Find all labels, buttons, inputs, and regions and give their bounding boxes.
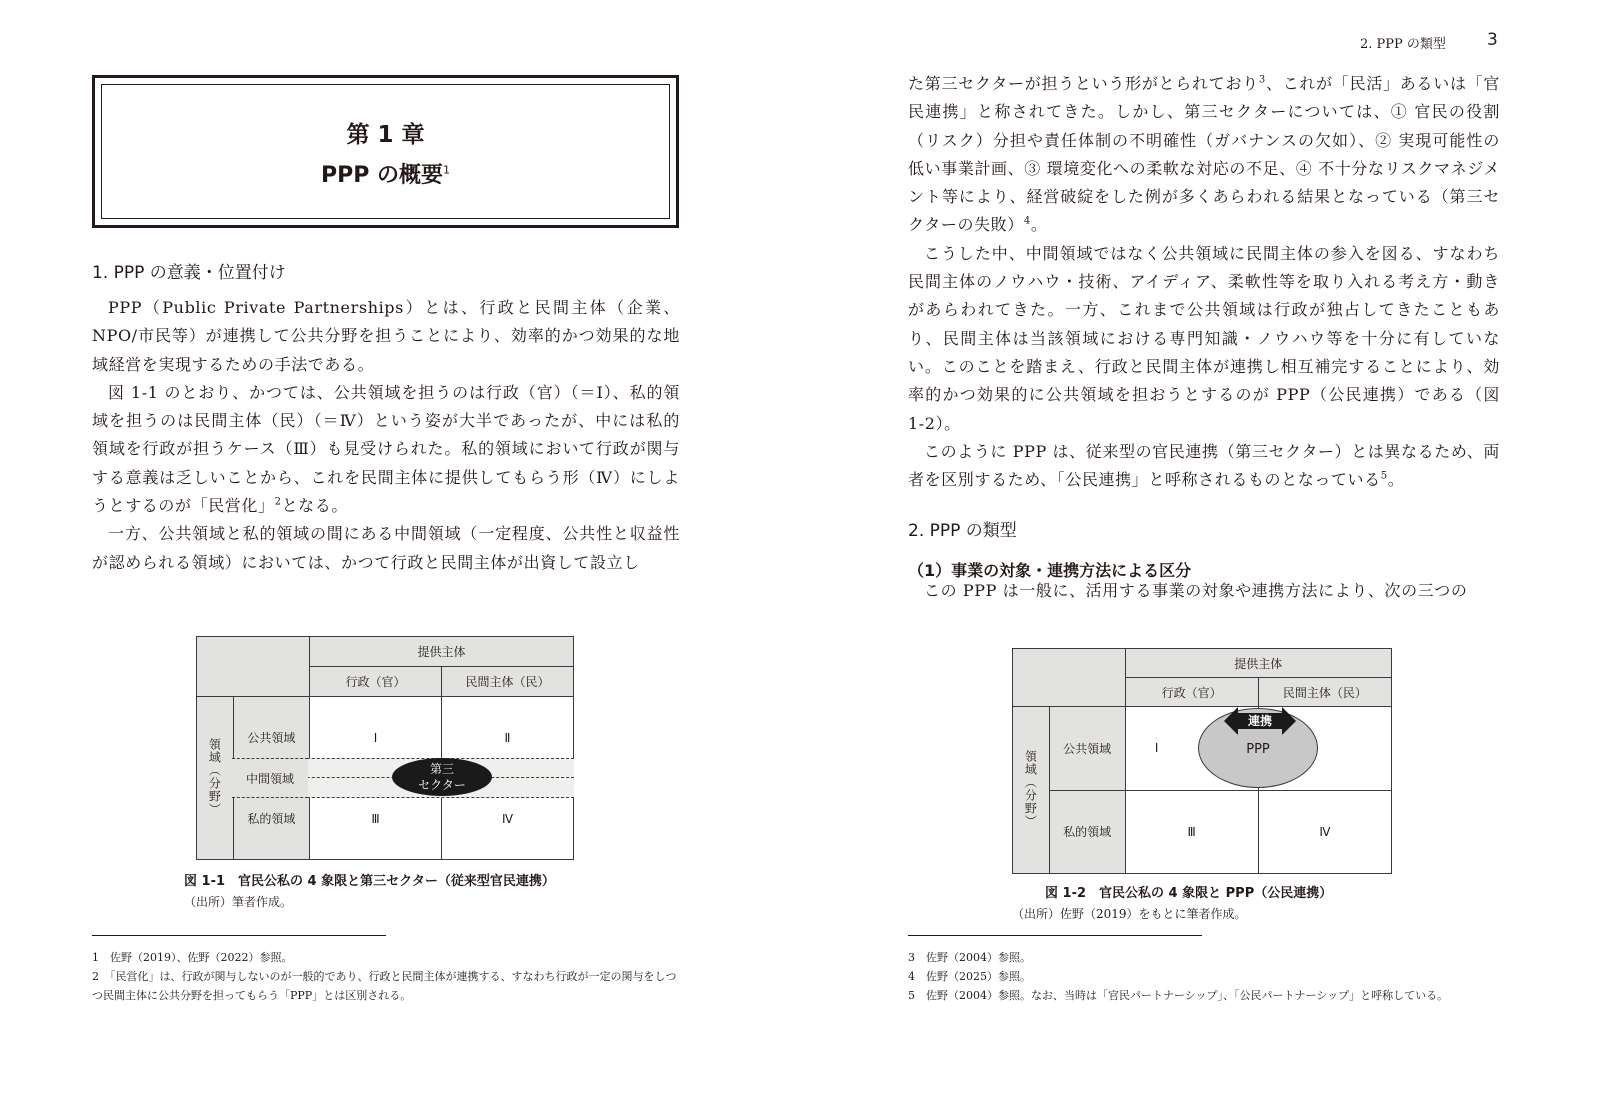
footnote-5: 5 佐野（2004）参照。なお、当時は「官民パートナーシップ」、「公民パートナーシップ」と呼称している。 xyxy=(908,989,1449,1002)
footnote-ref-2: 2 xyxy=(274,496,282,508)
fig1-quadrant-1: Ⅰ xyxy=(310,697,442,779)
fig2-col-private-sector: 民間主体（民） xyxy=(1258,678,1391,707)
paragraph: た第三セクターが担うという形がとられており$^3$、これが「民活」あるいは「官民連携」と称されてきた。しかし、第三セクターについては、① 官民の役割（リスク）分担や責任体制の不明確性（ガバナンスの欠如）、② 実現可能性の低い事業計画、③ 環境変化への柔軟な対応の不足、④ 不十分なリスクマネジメント等により、経営破綻をした例が多くあらわれる結果となっている（第三セクターの失敗）$^4$。 xyxy=(908,74,1500,235)
fig1-quadrant-3: Ⅲ xyxy=(310,778,442,860)
fig2-arrow-label: 連携 xyxy=(1247,714,1272,728)
section2-body xyxy=(908,577,1500,605)
paragraph: このように PPP は、従来型の官民連携（第三セクター）とは異なるため、両者を区別するため、「公民連携」と呼称されるものとなっている$^5$。 xyxy=(908,441,1500,490)
fig1-col-government: 行政（官） xyxy=(310,667,442,697)
fig2-header-provider: 提供主体 xyxy=(1125,649,1392,678)
paragraph: 図 1-1 のとおり、かつては、公共領域を担うのは行政（官）（＝Ⅰ）、私的領域を担うのは民間主体（民）（＝Ⅳ）という姿が大半であったが、中には私的領域を行政が担うケース（Ⅲ）も見受けられた。私的領域において行政が関与する意義は乏しいことから、これを民間主体に提供してもらう形（Ⅳ）にしようとするのが「民営化」$^2$となる。 xyxy=(92,382,680,516)
fig1-col-private-sector: 民間主体（民） xyxy=(442,667,574,697)
fig2-row-public: 公共領域 xyxy=(1049,707,1125,791)
chapter-subtitle xyxy=(92,158,679,189)
fig2-ppp-label: PPP xyxy=(1246,742,1270,757)
figure-1-2 xyxy=(1012,648,1392,874)
figure-1-2-source: （出所）佐野（2019）をもとに筆者作成。 xyxy=(1012,907,1247,921)
fig2-row-group-label: 領域（分野） xyxy=(1023,749,1038,828)
fig1-third-sector-oval: 第三 セクター xyxy=(392,758,492,796)
fig1-quadrant-4: Ⅳ xyxy=(442,778,574,860)
paragraph: この PPP は一般に、活用する事業の対象や連携方法により、次の三つの xyxy=(924,581,1468,600)
fig2-col-government: 行政（官） xyxy=(1125,678,1258,707)
fig1-quadrant-2: Ⅱ xyxy=(442,697,574,779)
paragraph: こうした中、中間領域ではなく公共領域に民間主体の参入を図る、すなわち民間主体のノウハウ・技術、アイディア、柔軟性等を取り入れる考え方・動きがあらわれてきた。一方、これまで公共領域は行政が独占してきたこともあり、民間主体は当該領域における専門知識・ノウハウ等を十分に有していない。このことを踏まえ、行政と民間主体が連携し相互補完することにより、効率的かつ効果的に公共領域を担おうとするのが PPP（公民連携）である（図 1-2）。 xyxy=(908,243,1500,433)
section-heading-1: 1. PPP の意義・位置付け xyxy=(92,263,286,283)
section-heading-2: 2. PPP の類型 xyxy=(908,521,1017,541)
subsection-heading: （1）事業の対象・連携方法による区分 xyxy=(908,561,1192,580)
figure-1-2-caption: 図 1-2 官民公私の 4 象限と PPP（公民連携） xyxy=(1045,886,1333,901)
footnote-3: 3 佐野（2004）参照。 xyxy=(908,951,1031,964)
figure-1-1 xyxy=(196,636,574,860)
chapter-title-box xyxy=(92,75,679,228)
fig1-row-middle: 中間領域 xyxy=(245,771,294,786)
footnote-rule xyxy=(92,935,386,936)
chapter-subtitle-text: PPP の概要 xyxy=(320,163,444,188)
fig2-quadrant-3: Ⅲ xyxy=(1125,790,1258,874)
footnotes-right xyxy=(908,948,1500,1005)
fig2-row-private: 私的領域 xyxy=(1049,790,1125,874)
footnote-ref-3: 3 xyxy=(1258,74,1266,86)
fig2-quadrant-4: Ⅳ xyxy=(1258,790,1391,874)
footnote-2: 2 「民営化」は、行政が関与しないのが一般的であり、行政と民間主体が連携する、すなわち行政が一定の関与をしつつ民間主体に公共分野を担ってもらう「PPP」とは区別される。 xyxy=(92,970,677,1002)
page-number: 3 xyxy=(1487,30,1498,50)
fig2-quadrant-1: Ⅰ xyxy=(1154,741,1159,756)
fig1-row-group-label: 領域（分野） xyxy=(207,737,222,816)
paragraph: 一方、公共領域と私的領域の間にある中間領域（一定程度、公共性と収益性が認められる領域）においては、かつて行政と民間主体が出資して設立し xyxy=(92,524,680,572)
chapter-number: 第 1 章 xyxy=(346,122,425,148)
footnote-ref-5: 5 xyxy=(1380,470,1388,482)
footnote-ref-4: 4 xyxy=(1023,216,1031,228)
footnotes-left xyxy=(92,948,680,1005)
section1-body xyxy=(92,294,680,577)
fig1-row-private: 私的領域 xyxy=(233,778,309,860)
right-column-body xyxy=(908,70,1500,494)
running-header-title: 2. PPP の類型 xyxy=(1360,37,1446,52)
figure-1-1-caption: 図 1-1 官民公私の 4 象限と第三セクター（従来型官民連携） xyxy=(184,874,555,889)
footnote-4: 4 佐野（2025）参照。 xyxy=(908,970,1031,983)
paragraph: PPP（Public Private Partnerships）とは、行政と民間主体（企業、NPO/市民等）が連携して公共分野を担うことにより、効率的かつ効果的な地域経営を実現するための手法である。 xyxy=(92,298,680,374)
fig1-row-public: 公共領域 xyxy=(233,697,309,779)
figure-1-1-source: （出所）筆者作成。 xyxy=(184,895,293,909)
footnote-1: 1 佐野（2019）、佐野（2022）参照。 xyxy=(92,951,293,964)
footnote-rule xyxy=(908,935,1202,936)
fig1-header-provider: 提供主体 xyxy=(310,637,574,667)
footnote-ref-1: 1 xyxy=(443,163,451,177)
